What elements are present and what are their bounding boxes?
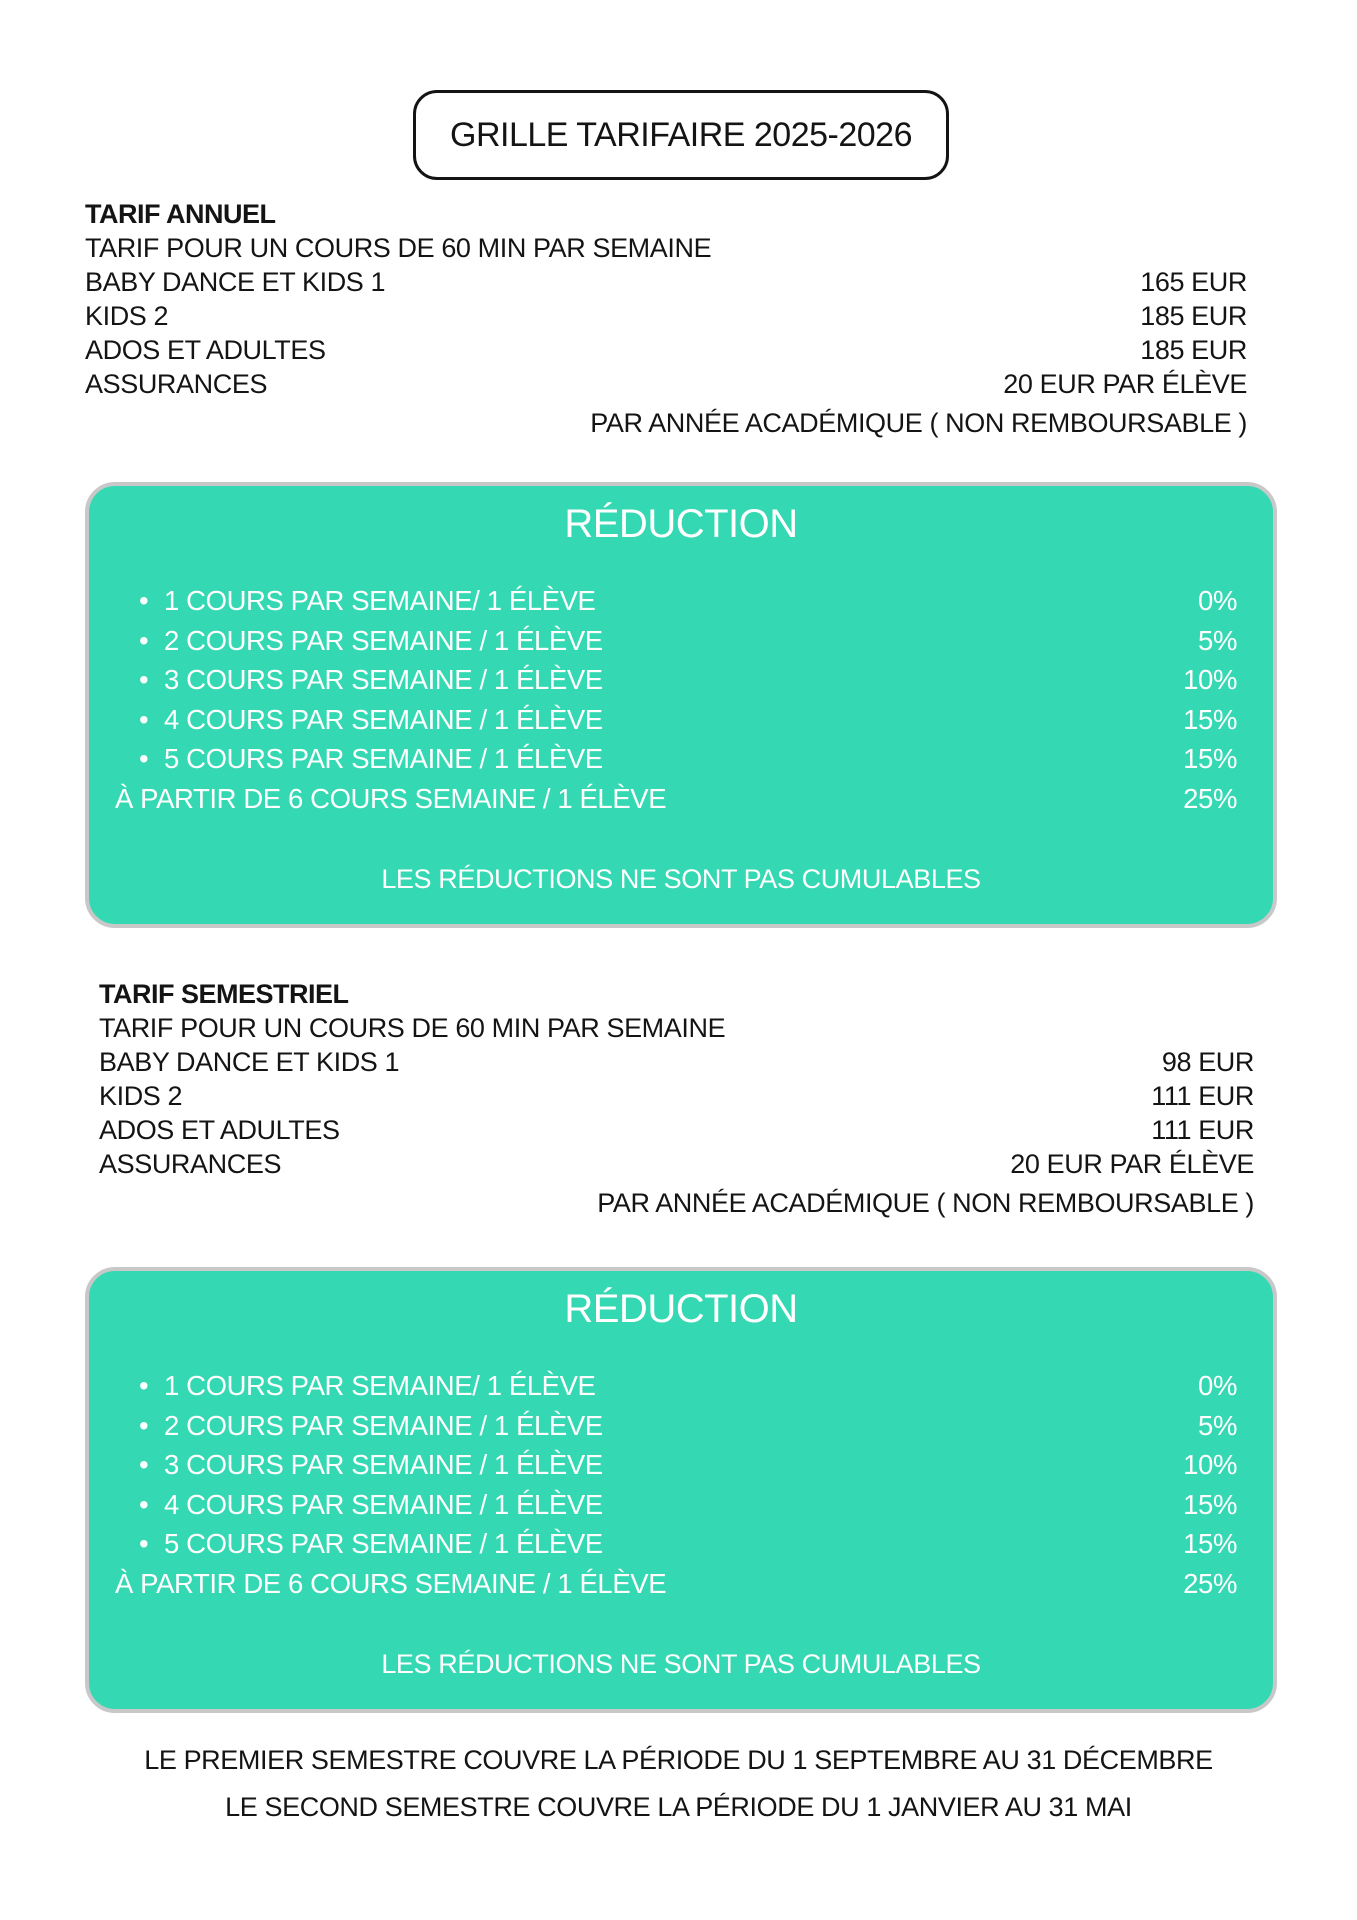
reduction-percent: 0% xyxy=(1198,1370,1237,1401)
semester-section xyxy=(99,977,1254,1221)
price-label: ASSURANCES xyxy=(99,1149,282,1179)
list-item xyxy=(89,621,1273,661)
price-row xyxy=(85,299,1247,333)
price-label: ADOS ET ADULTES xyxy=(85,335,326,365)
bullet-icon: • xyxy=(139,585,149,616)
reduction-percent: 15% xyxy=(1183,743,1237,775)
bullet-icon: • xyxy=(139,1370,149,1401)
price-label: ADOS ET ADULTES xyxy=(99,1115,340,1145)
list-item xyxy=(89,1564,1273,1604)
bullet-icon: • xyxy=(139,743,149,775)
price-row xyxy=(99,1113,1254,1147)
price-label: BABY DANCE ET KIDS 1 xyxy=(85,267,386,297)
reduction-percent: 25% xyxy=(1183,782,1237,814)
closing-line-1: LE PREMIER SEMESTRE COUVRE LA PÉRIODE DU 1 SEPTEMBRE AU 31 DÉCEMBRE xyxy=(144,1745,1213,1775)
list-item xyxy=(89,1366,1273,1406)
list-item xyxy=(89,660,1273,700)
reduction-label: À PARTIR DE 6 COURS SEMAINE / 1 ÉLÈVE xyxy=(115,1567,667,1599)
semester-subheading: TARIF POUR UN COURS DE 60 MIN PAR SEMAINE xyxy=(99,1013,726,1043)
reduction-label: 2 COURS PAR SEMAINE / 1 ÉLÈVE xyxy=(164,624,603,656)
annual-subheading-row xyxy=(85,231,1247,265)
reduction-label: 5 COURS PAR SEMAINE / 1 ÉLÈVE xyxy=(164,743,603,775)
list-item xyxy=(89,581,1273,621)
reduction-footer: LES RÉDUCTIONS NE SONT PAS CUMULABLES xyxy=(381,1649,981,1679)
reduction-label: 5 COURS PAR SEMAINE / 1 ÉLÈVE xyxy=(164,1528,603,1560)
list-item xyxy=(89,1524,1273,1564)
price-value: 20 EUR PAR ÉLÈVE xyxy=(1003,369,1247,399)
semester-note: PAR ANNÉE ACADÉMIQUE ( NON REMBOURSABLE ) xyxy=(597,1188,1254,1218)
closing-line-2: LE SECOND SEMESTRE COUVRE LA PÉRIODE DU 1 JANVIER AU 31 MAI xyxy=(225,1792,1132,1822)
price-value: 185 EUR xyxy=(1140,335,1247,365)
reduction-percent: 5% xyxy=(1198,624,1237,656)
price-row xyxy=(85,367,1247,401)
reduction-title: RÉDUCTION xyxy=(564,502,798,546)
reduction-label: 2 COURS PAR SEMAINE / 1 ÉLÈVE xyxy=(164,1409,603,1441)
reduction-label: 3 COURS PAR SEMAINE / 1 ÉLÈVE xyxy=(164,664,603,696)
list-item xyxy=(89,1406,1273,1446)
semester-subheading-row xyxy=(99,1011,1254,1045)
annual-heading: TARIF ANNUEL xyxy=(85,199,276,229)
list-item xyxy=(89,1485,1273,1525)
reduction-list xyxy=(89,581,1273,819)
bullet-icon: • xyxy=(139,624,149,656)
annual-note: PAR ANNÉE ACADÉMIQUE ( NON REMBOURSABLE ) xyxy=(590,408,1247,438)
price-row xyxy=(99,1045,1254,1079)
price-label: ASSURANCES xyxy=(85,369,268,399)
price-label: BABY DANCE ET KIDS 1 xyxy=(99,1047,400,1077)
reduction-label: À PARTIR DE 6 COURS SEMAINE / 1 ÉLÈVE xyxy=(115,782,667,814)
reduction-percent: 10% xyxy=(1183,1449,1237,1481)
price-row xyxy=(99,1147,1254,1181)
price-value: 98 EUR xyxy=(1161,1047,1254,1077)
price-row xyxy=(99,1079,1254,1113)
reduction-list xyxy=(89,1366,1273,1604)
price-value: 111 EUR xyxy=(1151,1081,1254,1111)
reduction-percent: 25% xyxy=(1183,1567,1237,1599)
bullet-icon: • xyxy=(139,703,149,735)
reduction-label: 4 COURS PAR SEMAINE / 1 ÉLÈVE xyxy=(164,1488,603,1520)
bullet-icon: • xyxy=(139,1409,149,1441)
reduction-percent: 15% xyxy=(1183,1488,1237,1520)
bullet-icon: • xyxy=(139,1528,149,1560)
reduction-label: 1 COURS PAR SEMAINE/ 1 ÉLÈVE xyxy=(164,585,596,616)
bullet-icon: • xyxy=(139,1449,149,1481)
bullet-icon: • xyxy=(139,1488,149,1520)
reduction-label: 3 COURS PAR SEMAINE / 1 ÉLÈVE xyxy=(164,1449,603,1481)
reduction-label: 1 COURS PAR SEMAINE/ 1 ÉLÈVE xyxy=(164,1370,596,1401)
reduction-footer: LES RÉDUCTIONS NE SONT PAS CUMULABLES xyxy=(381,864,981,894)
list-item xyxy=(89,779,1273,819)
price-value: 111 EUR xyxy=(1151,1115,1254,1145)
price-label: KIDS 2 xyxy=(85,301,169,331)
page-title: GRILLE TARIFAIRE 2025-2026 xyxy=(413,90,949,180)
price-row xyxy=(85,333,1247,367)
price-value: 20 EUR PAR ÉLÈVE xyxy=(1010,1149,1254,1179)
price-row xyxy=(85,265,1247,299)
annual-section xyxy=(85,197,1247,441)
reduction-percent: 15% xyxy=(1183,703,1237,735)
bullet-icon: • xyxy=(139,664,149,696)
reduction-percent: 5% xyxy=(1198,1409,1237,1441)
reduction-label: 4 COURS PAR SEMAINE / 1 ÉLÈVE xyxy=(164,703,603,735)
reduction-percent: 10% xyxy=(1183,664,1237,696)
list-item xyxy=(89,700,1273,740)
price-value: 165 EUR xyxy=(1140,267,1247,297)
annual-subheading: TARIF POUR UN COURS DE 60 MIN PAR SEMAINE xyxy=(85,233,712,263)
reduction-title: RÉDUCTION xyxy=(564,1287,798,1331)
list-item xyxy=(89,1445,1273,1485)
list-item xyxy=(89,739,1273,779)
annual-reduction-panel xyxy=(85,482,1277,928)
price-value: 185 EUR xyxy=(1140,301,1247,331)
semester-reduction-panel xyxy=(85,1267,1277,1713)
semester-heading: TARIF SEMESTRIEL xyxy=(99,979,349,1009)
reduction-percent: 0% xyxy=(1198,585,1237,616)
reduction-percent: 15% xyxy=(1183,1528,1237,1560)
price-label: KIDS 2 xyxy=(99,1081,183,1111)
